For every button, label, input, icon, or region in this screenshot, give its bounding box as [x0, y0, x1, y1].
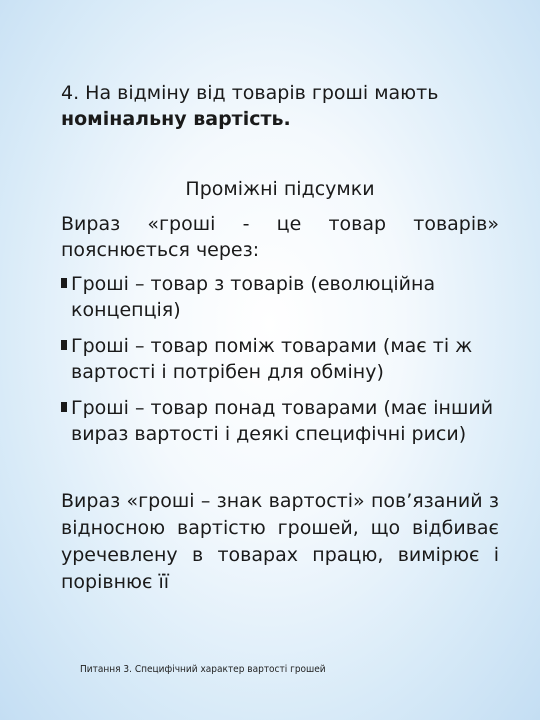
- square-bullet-icon: [61, 340, 67, 350]
- square-bullet-icon: [61, 278, 67, 288]
- list-item: [61, 271, 499, 323]
- square-bullet-icon: [61, 402, 67, 412]
- lead-word: товар: [328, 213, 387, 235]
- lead-word: це: [276, 213, 302, 235]
- intro-paragraph: [61, 80, 499, 132]
- lead-line-2: пояснюється через:: [61, 239, 260, 261]
- lead-paragraph: [61, 211, 499, 263]
- bullet-list: [61, 271, 499, 457]
- list-item-text: Гроші – товар понад товарами (має інший вираз вартості і деякі специфічні риси): [71, 397, 494, 445]
- closing-paragraph: Вираз «гроші – знак вартості» пов’язаний з відносною вартістю грошей, що відбиває уречевлену в товарах працю, вимірює і порівнює її: [61, 490, 499, 593]
- list-item-text: Гроші – товар з товарів (еволюційна концепція): [71, 273, 436, 321]
- lead-line-1: [61, 211, 499, 237]
- list-item-text: Гроші – товар поміж товарами (має ті ж вартості і потрібен для обміну): [71, 335, 473, 383]
- lead-word: Вираз: [61, 213, 121, 235]
- lead-word: товарів»: [413, 213, 499, 235]
- list-item: [61, 395, 499, 447]
- section-heading: Проміжні підсумки: [185, 178, 375, 200]
- list-item: [61, 333, 499, 385]
- intro-line-1: 4. На відміну від товарів гроші мають: [61, 82, 439, 104]
- slide-footer: Питання 3. Специфічний характер вартості грошей: [80, 664, 326, 675]
- lead-word: -: [242, 213, 250, 235]
- intro-line-2-bold: номінальну вартість.: [61, 108, 291, 130]
- lead-word: «гроші: [147, 213, 216, 235]
